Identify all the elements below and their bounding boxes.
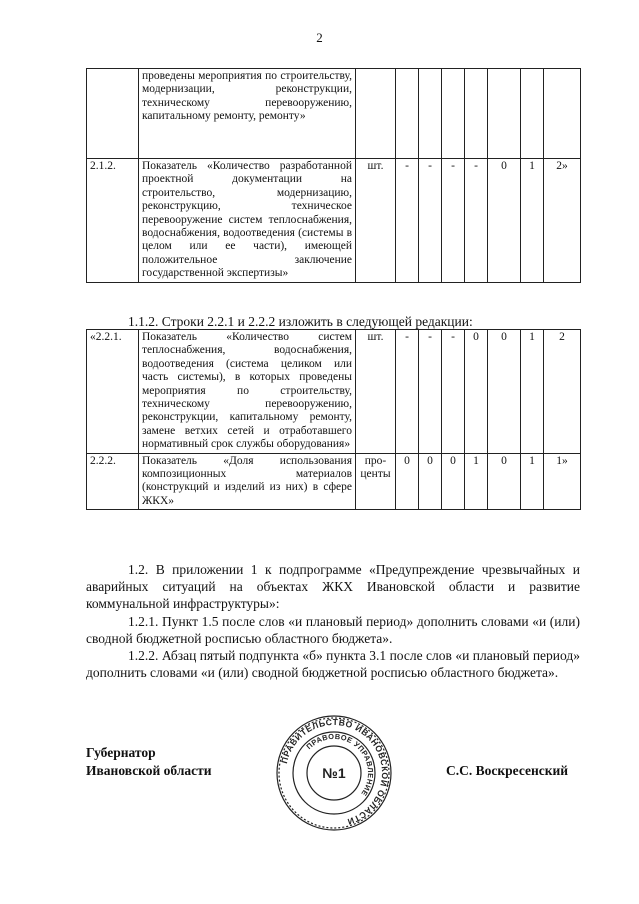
row-description: Показатель «Количество систем теплоснабжения, водоснабжения, водоотведения (система целиком или часть системы), в которых проведены мероприятия по строительству, техническому перевооружению, реконструкции, капитальному ремонту, замене ветхих сетей и отработавшего нормативный срок службы оборудования» [139, 330, 356, 454]
value-cell: - [396, 159, 419, 283]
signatory-title-line1: Губернатор [86, 745, 156, 760]
value-cell: - [419, 330, 442, 454]
table-row [87, 159, 581, 283]
value-cell: - [419, 159, 442, 283]
row-unit: шт. [356, 330, 396, 454]
value-cell: 0 [419, 453, 442, 510]
value-cell: 1 [521, 330, 544, 454]
paragraph-1-2: 1.2. В приложении 1 к подпрограмме «Предупреждение чрезвычайных и аварийных ситуаций на объектах ЖКХ Ивановской области и развитие коммунальной инфраструктуры»: [86, 562, 580, 611]
value-cell [419, 69, 442, 159]
seal-number: №1 [322, 765, 346, 781]
value-cell [442, 69, 465, 159]
amendment-intro: 1.1.2. Строки 2.2.1 и 2.2.2 изложить в следующей редакции: [128, 314, 473, 329]
row-number: 2.1.2. [87, 159, 139, 283]
value-cell: - [442, 159, 465, 283]
row-number: «2.2.1. [87, 330, 139, 454]
value-cell: 2» [544, 159, 581, 283]
row-unit [356, 69, 396, 159]
row-description: Показатель «Количество разработанной проектной документации на строительство, модернизацию, реконструкцию, техническое перевооружение систем теплоснабжения, водоснабжения, водоотведения (системы в целом или ее части), имеющей положительное заключение государственной экспертизы» [139, 159, 356, 283]
value-cell: - [465, 159, 488, 283]
table-row [87, 453, 581, 510]
row-unit: про-центы [356, 453, 396, 510]
row-unit: шт. [356, 159, 396, 283]
paragraph-1-2-2: 1.2.2. Абзац пятый подпункта «б» пункта 3.1 после слов «и плановый период» дополнить словами «и (или) сводной бюджетной росписью областного бюджета». [86, 648, 580, 680]
row-number [87, 69, 139, 159]
value-cell: 0 [396, 453, 419, 510]
value-cell [396, 69, 419, 159]
value-cell [544, 69, 581, 159]
value-cell: 0 [465, 330, 488, 454]
value-cell: 2 [544, 330, 581, 454]
paragraph-1-2-1: 1.2.1. Пункт 1.5 после слов «и плановый период» дополнить словами «и (или) сводной бюджетной росписью областного бюджета». [86, 614, 580, 646]
row-description: проведены мероприятия по строительству, модернизации, реконструкции, техническому перевооружению, капитальному ремонту, ремонту» [139, 69, 356, 159]
signatory-title-line2: Ивановской области [86, 763, 212, 778]
value-cell: 0 [488, 453, 521, 510]
table-row [87, 69, 581, 159]
page-number: 2 [316, 30, 323, 45]
value-cell: - [442, 330, 465, 454]
value-cell [521, 69, 544, 159]
row-description: Показатель «Доля использования композиционных материалов (конструкций и изделий из них) в сфере ЖКХ» [139, 453, 356, 510]
value-cell: 1 [465, 453, 488, 510]
row-number: 2.2.2. [87, 453, 139, 510]
signatory-title [86, 744, 212, 780]
value-cell: 0 [442, 453, 465, 510]
svg-text:ПРАВОВОЕ УПРАВЛЕНИЕ: ПРАВОВОЕ УПРАВЛЕНИЕ [304, 731, 376, 798]
value-cell: 1 [521, 453, 544, 510]
signatory-name: С.С. Воскресенский [446, 763, 569, 778]
official-seal-stamp [274, 713, 394, 833]
value-cell: 0 [488, 159, 521, 283]
indicators-table-continued [86, 68, 581, 283]
svg-text:ПРАВИТЕЛЬСТВО ИВАНОВСКОЙ ОБЛАС: ПРАВИТЕЛЬСТВО ИВАНОВСКОЙ ОБЛАСТИ [278, 716, 391, 828]
value-cell: - [396, 330, 419, 454]
value-cell: 1 [521, 159, 544, 283]
table-row [87, 330, 581, 454]
value-cell [488, 69, 521, 159]
value-cell: 1» [544, 453, 581, 510]
value-cell [465, 69, 488, 159]
indicators-table-new [86, 329, 581, 510]
value-cell: 0 [488, 330, 521, 454]
